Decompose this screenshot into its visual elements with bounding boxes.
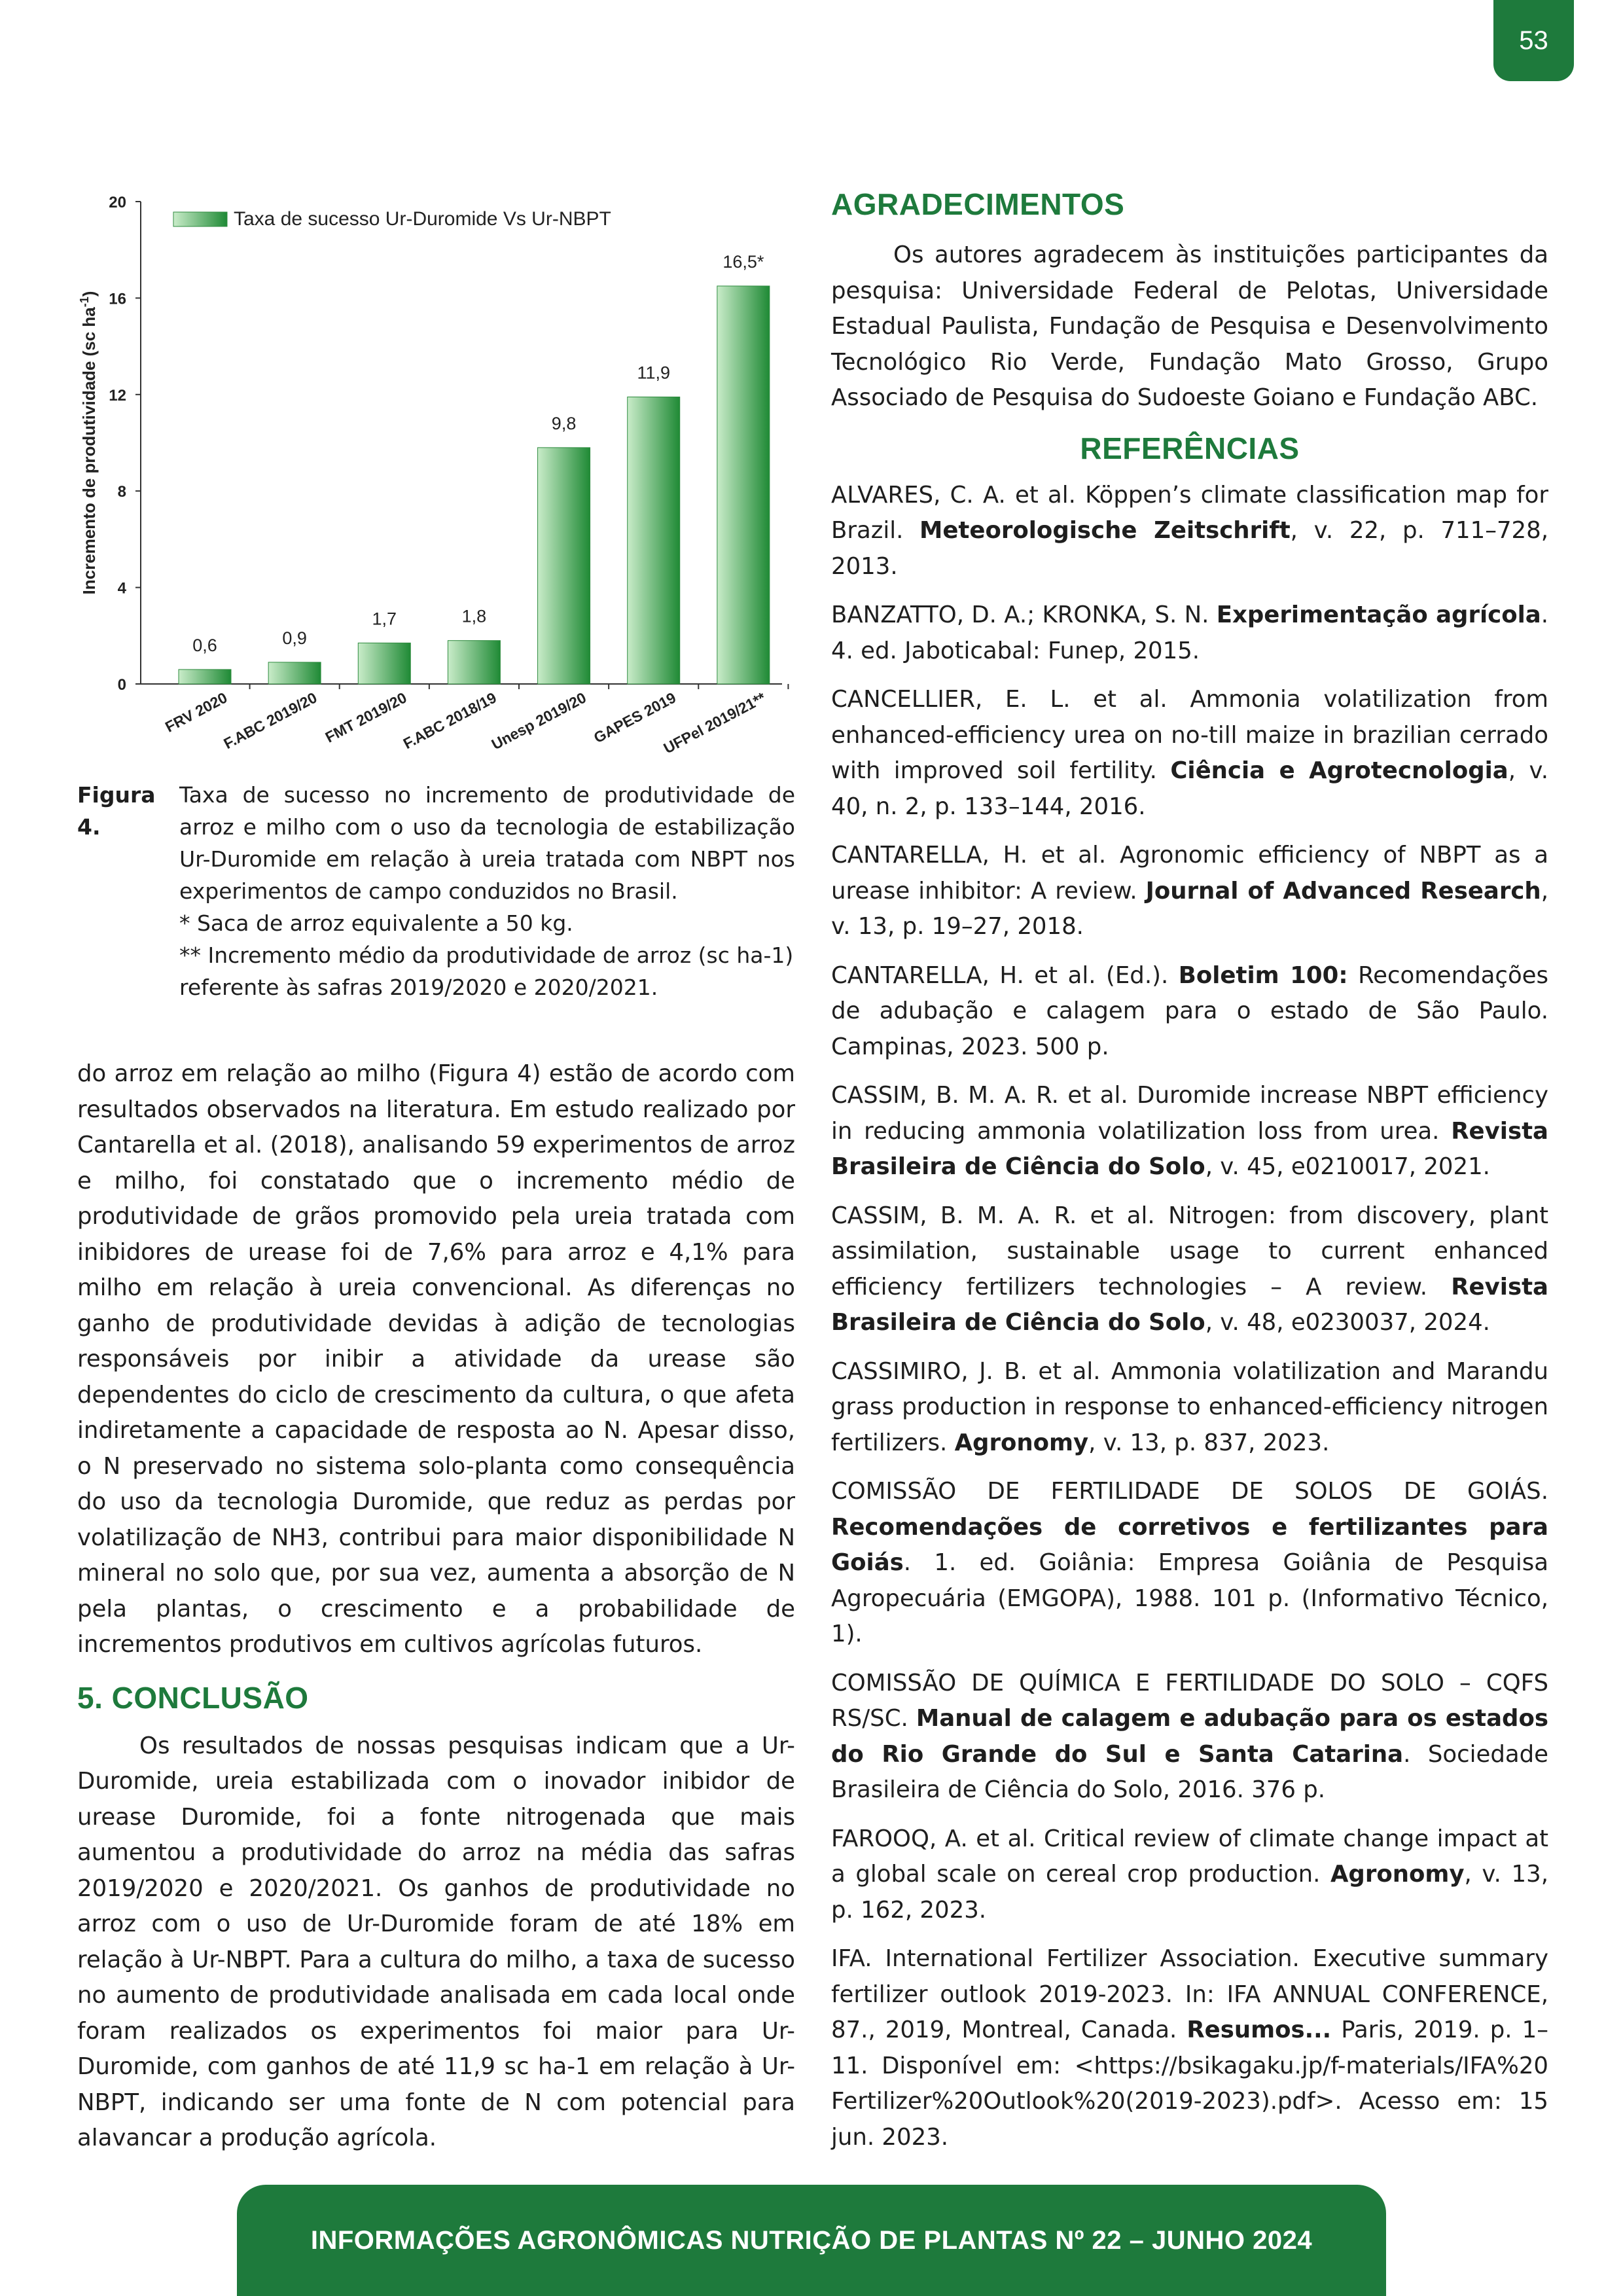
y-tick-label: 12 bbox=[109, 386, 126, 404]
x-tick-label: GAPES 2019 bbox=[590, 689, 679, 747]
reference-item: FAROOQ, A. et al. Critical review of climate change impact at a global scale on cereal crop production. Agronomy, v. 13, p. 162, 2023. bbox=[831, 1825, 1548, 1924]
y-tick-label: 4 bbox=[117, 579, 126, 598]
references-heading: REFERÊNCIAS bbox=[1080, 431, 1300, 465]
bar-chart bbox=[69, 190, 795, 776]
caption-note-2: ** Incremento médio da produtividade de arroz (sc ha-1) referente às safras 2019/2020 e 2020/2021. bbox=[179, 942, 794, 1000]
legend-swatch bbox=[173, 212, 227, 226]
reference-item: CANCELLIER, E. L. et al. Ammonia volatilization from enhanced-efficiency urea on no-till maize in brazilian cerrado with improved soil fertility. Ciência e Agrotecnologia, v. 40, n. 2, p. 133–144, 2016. bbox=[831, 686, 1548, 820]
left-column bbox=[77, 1056, 795, 2157]
bar-value-label: 9,8 bbox=[551, 413, 577, 433]
caption-text: Taxa de sucesso no incremento de produtividade de arroz e milho com o uso da tecnologia de estabilização Ur-Duromide em relação à ureia tratada com NBPT nos experimentos de campo conduzidos no Brasil. bbox=[179, 782, 795, 904]
bar-value-label: 1,7 bbox=[372, 609, 397, 629]
reference-item: CANTARELLA, H. et al. (Ed.). Boletim 100: Recomendações de adubação e calagem para o estado de São Paulo. Campinas, 2023. 500 p. bbox=[831, 961, 1548, 1060]
reference-item: ALVARES, C. A. et al. Köppen’s climate classification map for Brazil. Meteorologische Zeitschrift, v. 22, p. 711–728, 2013. bbox=[831, 481, 1548, 580]
y-tick-label: 8 bbox=[117, 483, 126, 501]
x-tick-label: FMT 2019/20 bbox=[322, 689, 410, 746]
x-tick-label: F.ABC 2018/19 bbox=[400, 689, 499, 753]
conclusion-text: Os resultados de nossas pesquisas indicam que a Ur-Duromide, ureia estabilizada com o inovador inibidor de urease Duromide, foi a fonte nitrogenada que mais aumentou a produtividade do arroz na média das safras 2019/2020 e 2020/2021. Os ganhos de produtividade no arroz com o uso de Ur-Duromide foram de até 18% em relação à Ur-NBPT. Para a cultura do milho, a taxa de sucesso no aumento de produtividade analisada em cada local onde foram realizados os experimentos foi maior para Ur-Duromide, com ganhos de até 11,9 sc ha-1 em relação à Ur-NBPT, indicando ser uma fonte de N com potencial para alavancar a produção agrícola. bbox=[77, 1732, 795, 2151]
right-column bbox=[831, 187, 1548, 2168]
bar-value-label: 16,5* bbox=[722, 251, 764, 272]
reference-item: CASSIM, B. M. A. R. et al. Nitrogen: from discovery, plant assimilation, sustainable usage to current enhanced efficiency fertilizers technologies – A review. Revista Brasileira de Ciência do Solo, v. 48, e0230037, 2024. bbox=[831, 1202, 1548, 1336]
reference-item: COMISSÃO DE QUÍMICA E FERTILIDADE DO SOLO – CQFS RS/SC. Manual de calagem e adubação para os estados do Rio Grande do Sul e Santa Catarina. Sociedade Brasileira de Ciência do Solo, 2016. 376 p. bbox=[831, 1669, 1548, 1803]
reference-item: CASSIMIRO, J. B. et al. Ammonia volatilization and Marandu grass production in response to enhanced-efficiency nitrogen fertilizers. Agronomy, v. 13, p. 837, 2023. bbox=[831, 1357, 1548, 1456]
page-number: 53 bbox=[1493, 0, 1574, 81]
reference-list bbox=[831, 478, 1548, 2156]
conclusion-heading: 5. CONCLUSÃO bbox=[77, 1680, 309, 1715]
bar bbox=[717, 286, 770, 684]
y-tick-label: 16 bbox=[109, 290, 126, 308]
y-tick-label: 0 bbox=[117, 676, 126, 694]
caption-label: Figura 4. bbox=[77, 782, 156, 840]
legend-label: Taxa de sucesso Ur-Duromide Vs Ur-NBPT bbox=[234, 208, 611, 230]
reference-item: IFA. International Fertilizer Association. Executive summary fertilizer outlook 2019-2023. In: IFA ANNUAL CONFERENCE, 87., 2019, Montreal, Canada. Resumos... Paris, 2019. p. 1–11. Disponível em: <https://bsikagaku.jp/f-materials/IFA%20 Fertilizer%20Outlook%20(2019-2023).pdf>. Acesso em: 15 jun. 2023. bbox=[831, 1945, 1548, 2151]
caption-note-1: * Saca de arroz equivalente a 50 kg. bbox=[179, 910, 573, 936]
x-tick-label: F.ABC 2019/20 bbox=[221, 689, 320, 753]
bar bbox=[448, 641, 500, 684]
reference-item: BANZATTO, D. A.; KRONKA, S. N. Experimentação agrícola. 4. ed. Jaboticabal: Funep, 2015. bbox=[831, 601, 1548, 664]
reference-item: COMISSÃO DE FERTILIDADE DE SOLOS DE GOIÁS. Recomendações de corretivos e fertilizantes para Goiás. 1. ed. Goiânia: Empresa Goiânia de Pesquisa Agropecuária (EMGOPA), 1988. 101 p. (Informativo Técnico, 1). bbox=[831, 1478, 1548, 1647]
reference-item: CASSIM, B. M. A. R. et al. Duromide increase NBPT efficiency in reducing ammonia volatilization loss from urea. Revista Brasileira de Ciência do Solo, v. 45, e0210017, 2021. bbox=[831, 1082, 1548, 1180]
y-axis-label: Incremento de produtividade (sc $ha^{-1}$) bbox=[78, 291, 99, 595]
bar bbox=[179, 670, 231, 684]
x-tick-label: FRV 2020 bbox=[162, 689, 230, 736]
body-paragraph: do arroz em relação ao milho (Figura 4) estão de acordo com resultados observados na literatura. Em estudo realizado por Cantarella et al. (2018), analisando 59 experimentos de arroz e milho, foi constatado que o incremento médio de produtividade de grãos promovido pela ureia tratada com inibidores de urease foi de 7,6% para arroz e 4,1% para milho em relação à ureia convencional. As diferenças no ganho de produtividade devidas à adição de tecnologias responsáveis por inibir a atividade da urease são dependentes do ciclo de crescimento da cultura, o que afeta indiretamente a capacidade de resposta ao N. Apesar disso, o N preservado no sistema solo-planta como consequência do uso da tecnologia Duromide, que reduz as perdas por volatilização de NH3, contribui para maior disponibilidade N mineral no solo que, por sua vez, aumenta a absorção de N pela plantas, o crescimento e a probabilidade de incrementos produtivos em cultivos agrícolas futuros. bbox=[77, 1060, 795, 1658]
bar bbox=[538, 448, 590, 684]
x-tick-label: Unesp 2019/20 bbox=[488, 689, 589, 753]
bar bbox=[268, 662, 321, 684]
figure-caption bbox=[77, 779, 795, 1003]
bar-value-label: 0,6 bbox=[192, 635, 217, 655]
footer-banner: INFORMAÇÕES AGRONÔMICAS NUTRIÇÃO DE PLANTAS Nº 22 – JUNHO 2024 bbox=[237, 2185, 1386, 2296]
bar-value-label: 11,9 bbox=[637, 363, 670, 383]
bar-value-label: 0,9 bbox=[282, 628, 307, 648]
reference-item: CANTARELLA, H. et al. Agronomic efficiency of NBPT as a urease inhibitor: A review. Journal of Advanced Research, v. 13, p. 19–27, 2018. bbox=[831, 842, 1548, 940]
acknowledgements-heading: AGRADECIMENTOS bbox=[831, 187, 1125, 221]
y-tick-label: 20 bbox=[109, 194, 126, 211]
acknowledgements-text: Os autores agradecem às instituições participantes da pesquisa: Universidade Federal de Pelotas, Universidade Estadual Paulista, Fundação de Pesquisa e Desenvolvimento Tecnológico Rio Verde, Fundação Mato Grosso, Grupo Associado de Pesquisa do Sudoeste Goiano e Fundação ABC. bbox=[831, 242, 1548, 411]
bar bbox=[628, 397, 680, 684]
x-tick-label: UFPel 2019/21** bbox=[660, 689, 769, 757]
bar bbox=[358, 643, 410, 684]
bar-value-label: 1,8 bbox=[461, 606, 487, 626]
